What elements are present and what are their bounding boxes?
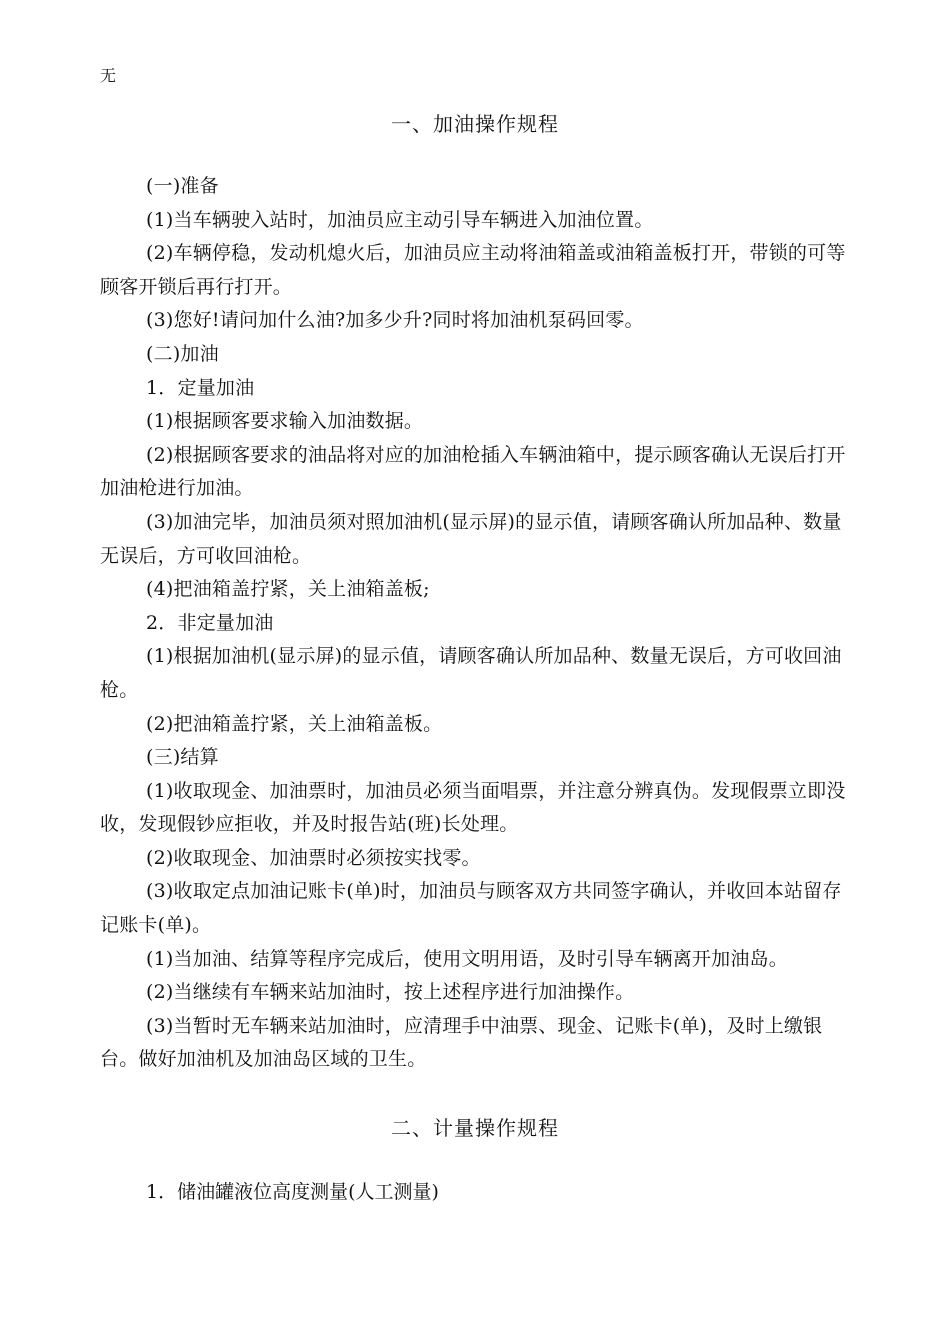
paragraph: (二)加油 xyxy=(146,342,219,365)
paragraph: (2)把油箱盖拧紧，关上油箱盖板。 xyxy=(146,712,443,735)
paragraph: 2．非定量加油 xyxy=(146,611,274,634)
paragraph: (1)收取现金、加油票时，加油员必须当面唱票，并注意分辨真伪。发现假票立即没收，发现假钞应拒收，并及时报告站(班)长处理。 xyxy=(100,779,846,836)
paragraph: (1)根据加油机(显示屏)的显示值，请顾客确认所加品种、数量无误后，方可收回油枪。 xyxy=(100,645,842,701)
paragraph: (1)当加油、结算等程序完成后，使用文明用语，及时引导车辆离开加油岛。 xyxy=(146,947,788,970)
paragraph: (2)收取现金、加油票时必须按实找零。 xyxy=(146,846,481,869)
refueling-procedure-body xyxy=(100,170,860,1077)
paragraph: (一)准备 xyxy=(146,175,219,197)
paragraph: (3)当暂时无车辆来站加油时，应清理手中油票、现金、记账卡(单)，及时上缴银台。做好加油机及加油岛区域的卫生。 xyxy=(100,1014,823,1071)
metering-item: 1．储油罐液位高度测量(人工测量) xyxy=(146,1181,439,1203)
paragraph: (2)当继续有车辆来站加油时，按上述程序进行加油操作。 xyxy=(146,981,635,1004)
section-heading-metering: 二、计量操作规程 xyxy=(391,1116,559,1140)
corner-mark: 无 xyxy=(100,66,117,85)
paragraph: (1)根据顾客要求输入加油数据。 xyxy=(146,410,424,433)
paragraph: (3)收取定点加油记账卡(单)时，加油员与顾客双方共同签字确认，并收回本站留存记账卡(单)。 xyxy=(100,880,842,937)
paragraph: (3)您好!请问加什么油?加多少升?同时将加油机泵码回零。 xyxy=(146,309,644,332)
paragraph: (3)加油完毕，加油员须对照加油机(显示屏)的显示值，请顾客确认所加品种、数量无误后，方可收回油枪。 xyxy=(100,510,842,567)
paragraph: (三)结算 xyxy=(146,746,219,769)
paragraph: (4)把油箱盖拧紧，关上油箱盖板; xyxy=(146,578,430,601)
paragraph: 1．定量加油 xyxy=(146,376,255,399)
paragraph: (2)车辆停稳，发动机熄火后，加油员应主动将油箱盖或油箱盖板打开，带锁的可等顾客开锁后再行打开。 xyxy=(100,242,846,298)
section-heading-refueling: 一、加油操作规程 xyxy=(391,112,559,136)
paragraph: (2)根据顾客要求的油品将对应的加油枪插入车辆油箱中，提示顾客确认无误后打开加油枪进行加油。 xyxy=(100,443,846,500)
paragraph: (1)当车辆驶入站时，加油员应主动引导车辆进入加油位置。 xyxy=(146,208,654,231)
